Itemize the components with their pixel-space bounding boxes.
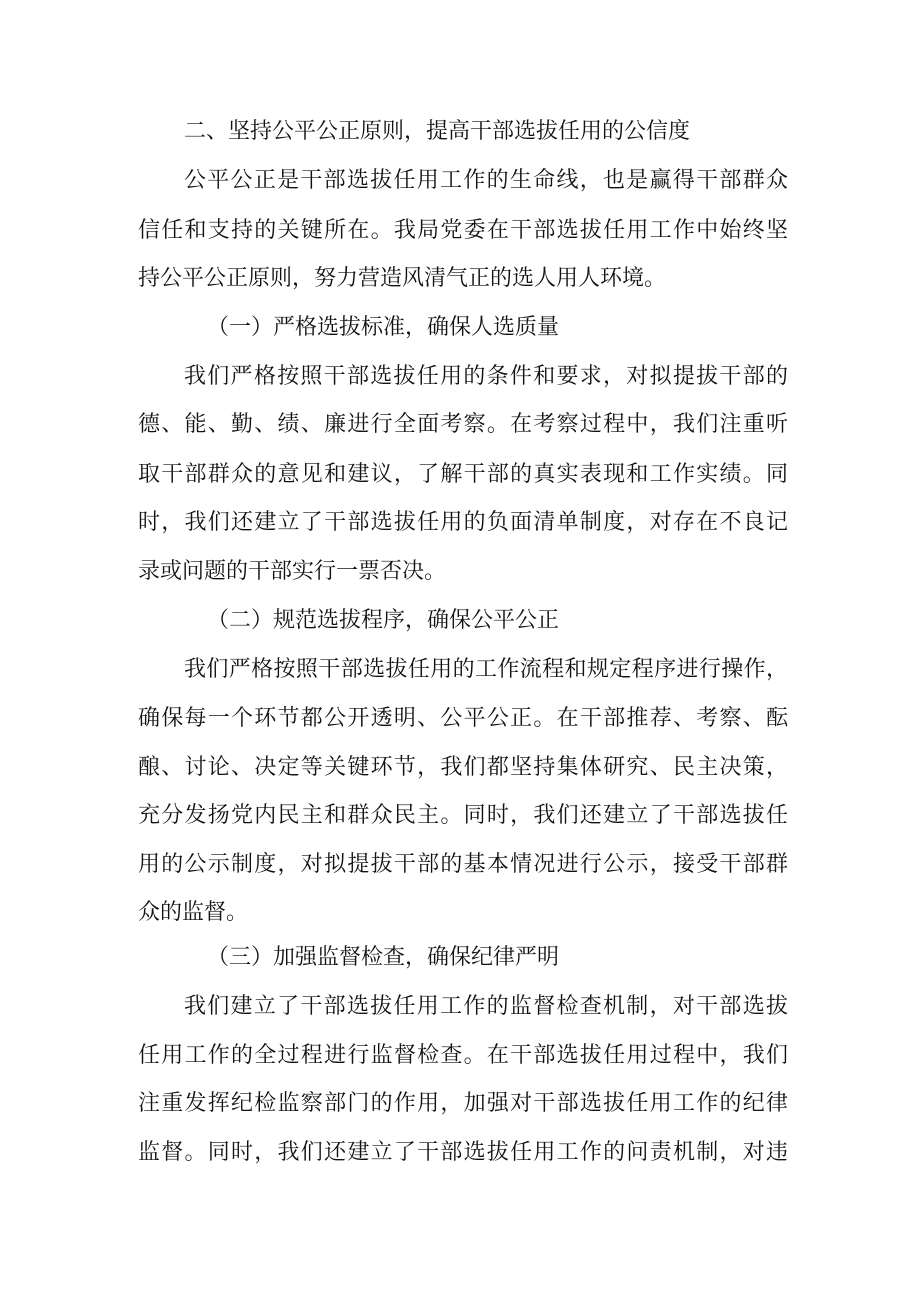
paragraph-1-line-1: 我们严格按照干部选拔任用的条件和要求，对拟提拔干部的 [184,364,788,389]
intro-line-1: 公平公正是干部选拔任用工作的生命线，也是赢得干部群众 [184,168,788,193]
paragraph-3-line-1: 我们建立了干部选拔任用工作的监督检查机制，对干部选拔 [184,994,788,1019]
paragraph-3-line-2: 任用工作的全过程进行监督检查。在干部选拔任用过程中，我们 [138,1043,788,1068]
section-heading: 二、坚持公平公正原则，提高干部选拔任用的公信度 [184,119,691,144]
paragraph-2-line-2: 确保每一个环节都公开透明、公平公正。在干部推荐、考察、酝 [138,706,788,731]
intro-line-3: 持公平公正原则，努力营造风清气正的选人用人环境。 [138,266,667,291]
paragraph-2-line-1: 我们严格按照干部选拔任用的工作流程和规定程序进行操作， [184,657,788,682]
paragraph-2-line-4: 充分发扬党内民主和群众民主。同时，我们还建立了干部选拔任 [138,803,788,828]
paragraph-1-line-3: 取干部群众的意见和建议，了解干部的真实表现和工作实绩。同 [138,462,788,487]
paragraph-1-line-4: 时，我们还建立了干部选拔任用的负面清单制度，对存在不良记 [138,510,788,535]
paragraph-1-line-5: 录或问题的干部实行一票否决。 [138,559,447,584]
paragraph-3-line-3: 注重发挥纪检监察部门的作用，加强对干部选拔任用工作的纪律 [138,1091,788,1116]
paragraph-3-line-4: 监督。同时，我们还建立了干部选拔任用工作的问责机制，对违 [138,1140,788,1165]
paragraph-2-line-5: 用的公示制度，对拟提拔干部的基本情况进行公示，接受干部群 [138,852,788,877]
subsection-title-3: （三）加强监督检查，确保纪律严明 [207,945,560,970]
subsection-title-1: （一）严格选拔标准，确保人选质量 [207,315,560,340]
paragraph-1-line-2: 德、能、勤、绩、廉进行全面考察。在考察过程中，我们注重听 [138,412,788,437]
paragraph-2-line-6: 众的监督。 [138,900,249,925]
intro-line-2: 信任和支持的关键所在。我局党委在干部选拔任用工作中始终坚 [138,218,788,243]
paragraph-2-line-3: 酿、讨论、决定等关键环节，我们都坚持集体研究、民主决策， [138,755,788,780]
subsection-title-2: （二）规范选拔程序，确保公平公正 [207,608,560,633]
